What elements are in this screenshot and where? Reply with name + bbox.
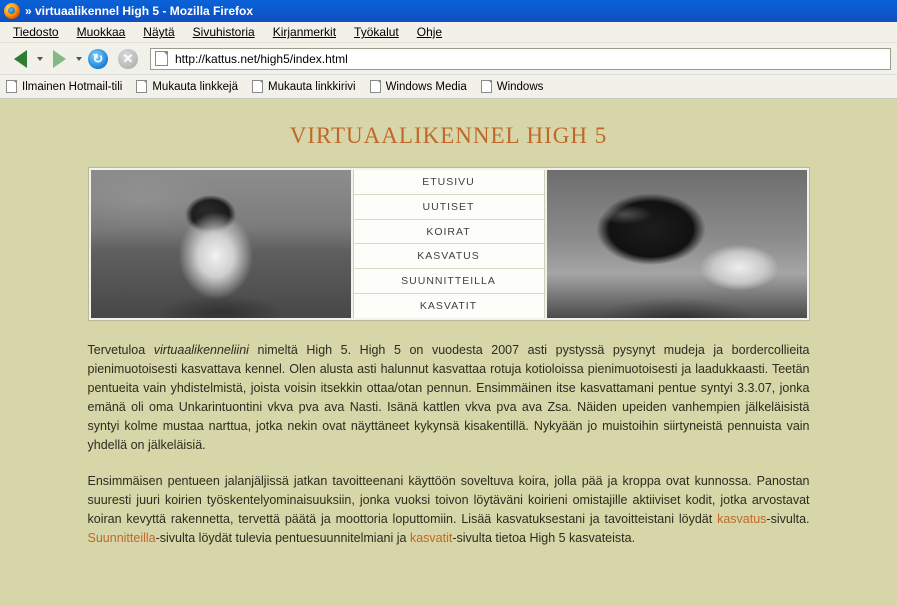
bookmark-label: Windows Media (385, 80, 467, 93)
paragraph-intro (88, 341, 810, 455)
back-button[interactable] (6, 46, 34, 72)
forward-arrow-icon (53, 50, 66, 68)
menu-item-tiedosto-label: Tiedosto (13, 25, 59, 39)
nav-item-label: KOIRAT (426, 225, 471, 238)
paragraph-goals-part3: -sivulta löydät tulevia pentuesuunnitelmiani ja (155, 531, 410, 545)
menu-item-muokkaa-label: Muokkaa (76, 25, 126, 39)
paragraph-goals-part2: -sivulta. (766, 512, 810, 526)
navigation-toolbar (0, 43, 897, 75)
bookmark-windows-media[interactable] (370, 80, 467, 93)
bookmark-ilmainen-hotmail-tili[interactable] (6, 80, 122, 93)
menu-item-tyokalut[interactable] (345, 23, 408, 41)
stop-button[interactable] (114, 46, 142, 72)
bookmark-mukauta-linkkeja[interactable] (136, 80, 238, 93)
article-body (88, 341, 810, 548)
url-input[interactable] (173, 51, 886, 67)
nav-item-label: UUTISET (422, 200, 475, 213)
nav-item-label: KASVATIT (419, 300, 478, 313)
bookmark-label: Mukauta linkkejä (152, 80, 238, 93)
bookmarks-toolbar (0, 75, 897, 99)
paragraph-intro-part2: nimeltä High 5. High 5 on vuodesta 2007 asti pystyssä pysynyt mudeja ja bordercollieita pienimuotoisesti kasvattava kennel. Olen alusta asti halunnut kasvattaa rotuja kotioloissa pienimuotoisesti ja laadukkaasti. Teetän pentueita vain yhdistelmistä, joista voisin itsekkin ottaa/otan pennun. Ensimmäinen itse kasvattamani pentue syntyi 3.3.07, jonka emänä oli oma Unkarintuontini vkva pva ava Nasti. Isänä kattlen vkva pva ava Zsa. Näiden upeiden vanhempien jälkeläisistä syntyi kolme mustaa narttua, jotka nekin ovat näyttäneet kykynsä kisakentillä. Nykyään jo muistoihin siirtyneistä pennuista vain yhdellä on jälkeläisiä. (87, 343, 810, 452)
menu-item-sivuhistoria-label: Sivuhistoria (192, 25, 255, 39)
menu-item-sivuhistoria[interactable] (184, 23, 264, 41)
reload-icon: ↻ (88, 49, 108, 69)
address-bar[interactable] (150, 48, 891, 70)
back-dropdown-icon[interactable] (37, 57, 43, 61)
nav-item-suunnitteilla[interactable] (354, 269, 544, 294)
bookmark-icon (6, 80, 17, 93)
nav-item-label: KASVATUS (417, 250, 480, 263)
stop-icon: ✕ (118, 49, 138, 69)
firefox-logo-icon (4, 3, 20, 19)
menu-item-ohje[interactable] (408, 23, 451, 41)
link-kasvatit[interactable]: kasvatit (409, 531, 453, 545)
banner (88, 167, 810, 321)
reload-button[interactable] (84, 46, 112, 72)
paragraph-goals-part1: Ensimmäisen pentueen jalanjäljissä jatkan tavoitteenani käyttöön soveltuva koira, jolla pää ja kroppa ovat kunnossa. Panostan suuresti juuri koirien työskentelyominaisuuksiin, jonka vuoksi toivon löytäväni koirieni omistajille aktiiviset kodit, jotka arvostavat koiran kevyttä rakennetta, tervettä päätä ja moottoria loputtomiin. Lisää kasvatuksestani ja tavoitteistani löydät (87, 474, 810, 526)
page-content (0, 99, 897, 580)
bookmark-icon (481, 80, 492, 93)
site-nav-menu (353, 170, 545, 318)
bookmark-windows[interactable] (481, 80, 544, 93)
menu-item-tiedosto[interactable] (4, 23, 68, 41)
page-icon (155, 51, 168, 66)
page-title: VIRTUAALIKENNEL HIGH 5 (289, 123, 608, 148)
bookmark-label: Mukauta linkkirivi (268, 80, 356, 93)
menu-item-muokkaa[interactable] (68, 23, 135, 41)
nav-item-kasvatit[interactable] (354, 294, 544, 318)
nav-item-uutiset[interactable] (354, 195, 544, 220)
link-suunnitteilla[interactable]: Suunnitteilla (87, 531, 156, 545)
menu-item-ohje-label: Ohje (416, 25, 443, 39)
nav-item-kasvatus[interactable] (354, 244, 544, 269)
bookmark-icon (136, 80, 147, 93)
bookmark-label: Windows (496, 80, 544, 93)
menu-item-nayta-label: Näytä (143, 25, 175, 39)
menu-item-nayta[interactable] (134, 23, 183, 41)
paragraph-goals (88, 472, 810, 548)
menu-bar (0, 22, 897, 43)
nav-item-koirat[interactable] (354, 220, 544, 245)
bookmark-mukauta-linkkirivi[interactable] (252, 80, 356, 93)
dogs-lying-photo (547, 170, 807, 318)
nav-item-label: ETUSIVU (422, 175, 475, 188)
menu-item-tyokalut-label: Työkalut (354, 25, 399, 39)
nav-item-etusivu[interactable] (354, 170, 544, 195)
link-kasvatus[interactable]: kasvatus (717, 512, 767, 526)
nav-item-label: SUUNNITTEILLA (401, 275, 496, 288)
paragraph-goals-part4: -sivulta tietoa High 5 kasvateista. (452, 531, 636, 545)
bookmark-icon (370, 80, 381, 93)
bookmark-label: Ilmainen Hotmail-tili (22, 80, 123, 93)
menu-item-kirjanmerkit-label: Kirjanmerkit (272, 25, 337, 39)
menu-item-kirjanmerkit[interactable] (264, 23, 345, 41)
paragraph-intro-italic: virtuaalikenneliini (153, 343, 249, 357)
window-title: » virtuaalikennel High 5 - Mozilla Firefox (25, 4, 254, 18)
dog-running-photo (91, 170, 351, 318)
back-arrow-icon (14, 50, 27, 68)
bookmark-icon (252, 80, 263, 93)
paragraph-intro-part1: Tervetuloa (87, 343, 154, 357)
forward-button[interactable] (45, 46, 73, 72)
window-titlebar (0, 0, 897, 22)
forward-dropdown-icon[interactable] (76, 57, 82, 61)
